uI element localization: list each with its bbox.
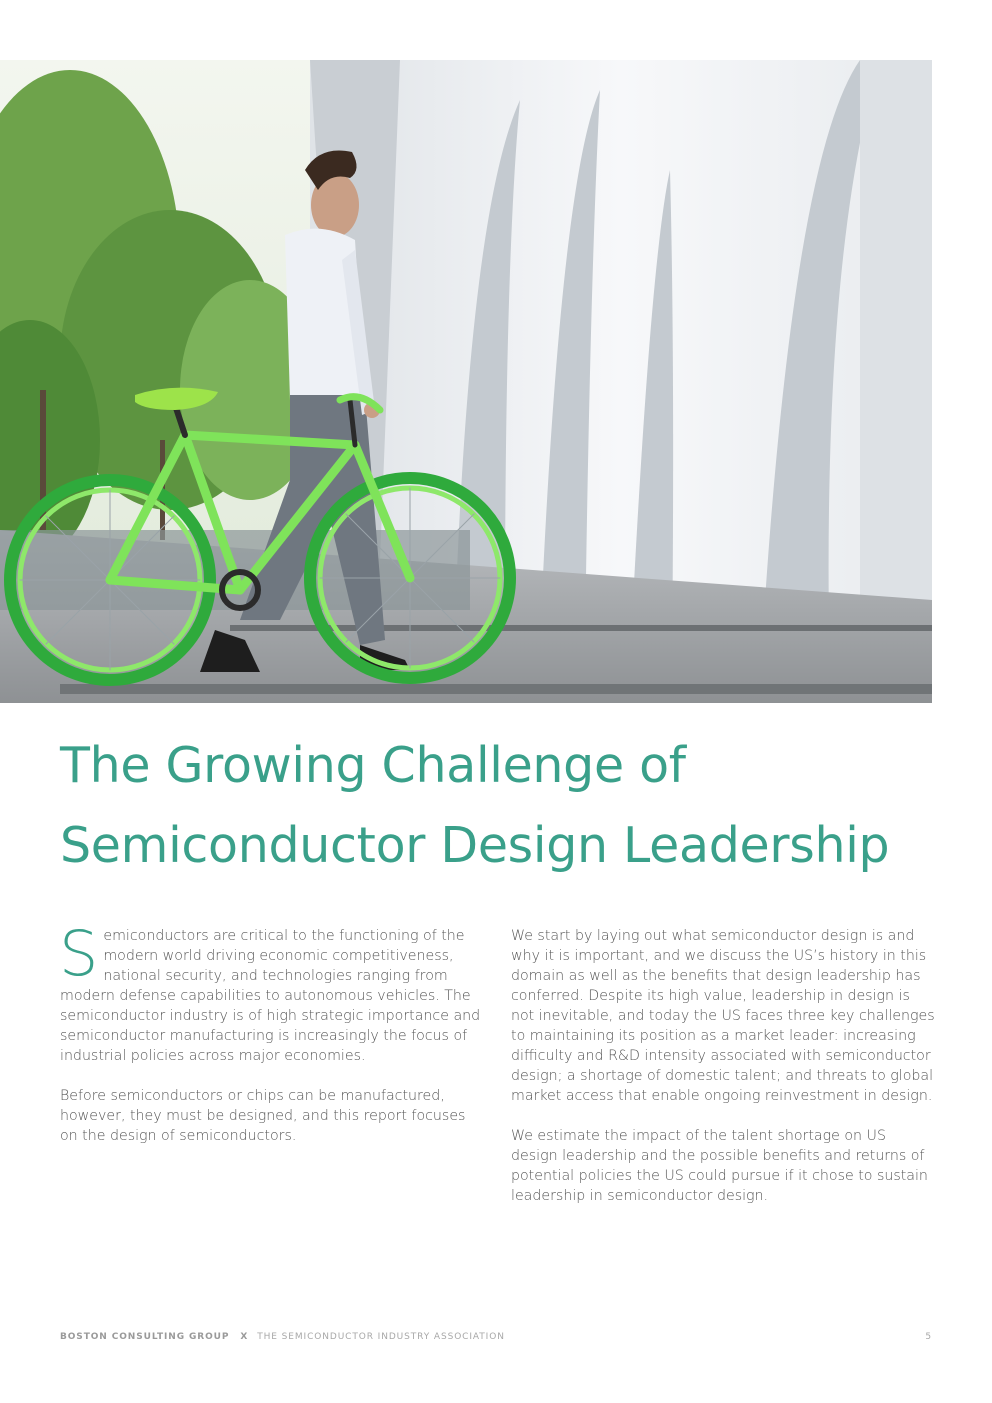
body-paragraph: Before semiconductors or chips can be manufactured, however, they must be designed, and this report focuses on the design of semiconductors. <box>60 1088 466 1144</box>
body-paragraph: We estimate the impact of the talent shortage on US design leadership and the possible benefits and returns of potential policies the US could pursue if it chose to sustain leadership in semiconductor design. <box>511 1128 928 1204</box>
dropcap-letter: S <box>59 917 99 990</box>
title-line-2: Semiconductor Design Leadership <box>60 817 890 874</box>
hero-photo <box>0 60 932 703</box>
intro-paragraph-text: emiconductors are critical to the functioning of the modern world driving economic competitiveness, national security, and technologies ranging from modern defense capabilities to autonomous vehicles. The semiconductor industry is of high strategic importance and semiconductor manufacturing is increasingly the focus of industrial policies across major economies. <box>60 928 481 1064</box>
footer-separator: X <box>240 1332 249 1342</box>
man-walking-green-bicycle-photo <box>0 60 932 703</box>
left-column <box>59 917 484 1166</box>
body-paragraph: We start by laying out what semiconductor design is and why it is important, and we discuss the US’s history in this domain as well as the benefits that design leadership has conferred. Despite its high value, leadership in design is not inevitable, and today the US faces three key challenges to maintaining its position as a market leader: increasing difficulty and R&D intensity associated with semiconductor design; a shortage of domestic talent; and threats to global market access that enable ongoing reinvestment in design. <box>511 928 935 1104</box>
footer-partner: THE SEMICONDUCTOR INDUSTRY ASSOCIATION <box>257 1332 505 1342</box>
intro-paragraph <box>59 917 484 1066</box>
title-line-1: The Growing Challenge of <box>60 737 686 794</box>
footer-org: BOSTON CONSULTING GROUP <box>60 1332 230 1342</box>
page-number: 5 <box>925 1332 932 1342</box>
page-title <box>60 726 940 886</box>
page-footer <box>60 1332 932 1346</box>
right-column <box>511 926 935 1226</box>
